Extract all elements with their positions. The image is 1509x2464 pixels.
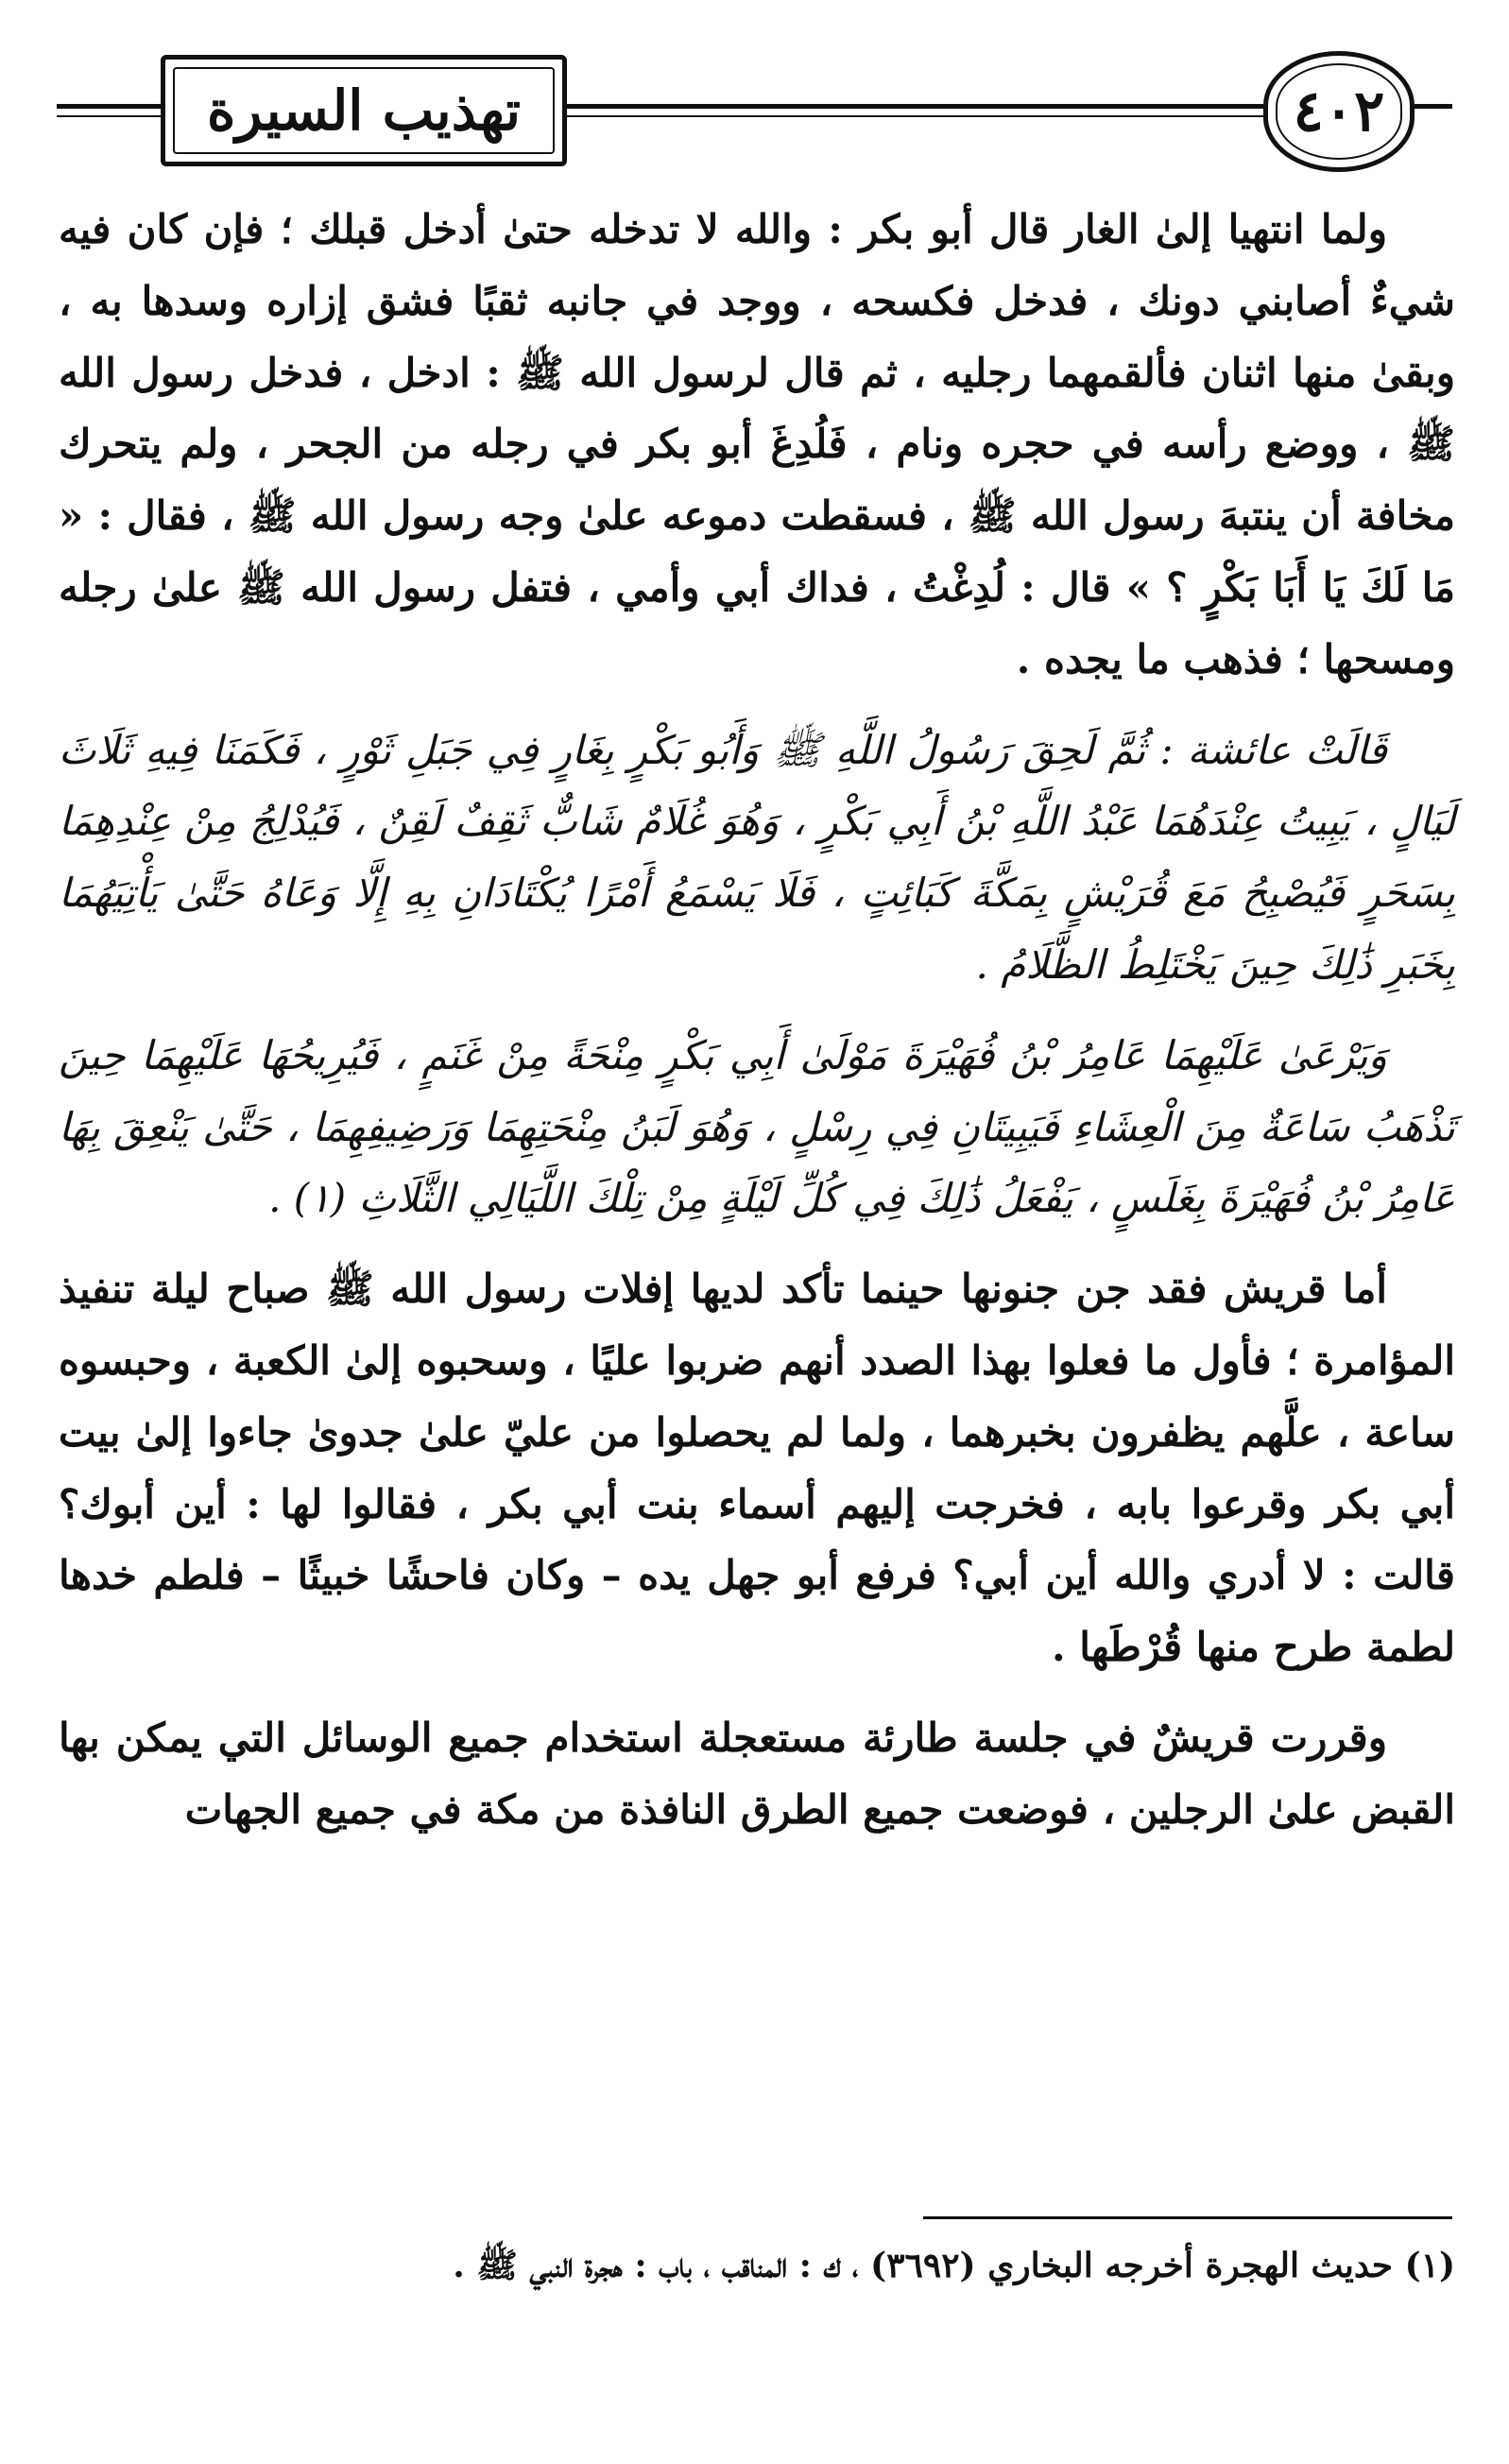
paragraph-5: وقررت قريشٌ في جلسة طارئة مستعجلة استخدام جميع الوسائل التي يمكن بها القبض علىٰ الرجلين ، فوضعت جميع الطرق النافذة من مكة في جميع الجهات bbox=[59, 1714, 1455, 1833]
paragraph-4: أما قريش فقد جن جنونها حينما تأكد لديها إفلات رسول الله ﷺ صباح ليلة تنفيذ المؤامرة ؛ فأول ما فعلوا بهذا الصدد أنهم ضربوا عليًا ، وسحبوه إلىٰ الكعبة ، وحبسوه ساعة ، علَّهم يظفرون بخبرهما ، ولما لم يحصلوا من عليّ علىٰ جدوىٰ جاءوا إلىٰ بيت أبي بكر وقرعوا بابه ، فخرجت إليهم أسماء بنت أبي بكر ، فقالوا لها : أين أبوك؟ قالت : لا أدري والله أين أبي؟ فرفع أبو جهل يده – وكان فاحشًا خبيثًا – فلطم خدها لطمة طرح منها قُرْطَها . bbox=[59, 1266, 1455, 1671]
page-header bbox=[57, 45, 1452, 187]
header-rule-middle-thin bbox=[567, 115, 1263, 117]
page-number: ٤٠٢ bbox=[1293, 78, 1385, 145]
footnote: (١) حديث الهجرة أخرجه البخاري (٣٦٩٢) ، ك : المناقب ، باب : هجرة النبي ﷺ . bbox=[453, 2246, 1455, 2285]
paragraph-1: ولما انتهيا إلىٰ الغار قال أبو بكر : والله لا تدخله حتىٰ أدخل قبلك ؛ فإن كان فيه شيءٌ أصابني دونك ، فدخل فكسحه ، ووجد في جانبه ثقبًا فشق إزاره وسدها به ، وبقىٰ منها اثنان فألقمهما رجليه ، ثم قال لرسول الله ﷺ : ادخل ، فدخل رسول الله ﷺ ، ووضع رأسه في حجره ونام ، فَلُدِغَ أبو بكر في رجله من الجحر ، ولم يتحرك مخافة أن ينتبهَ رسول الله ﷺ ، فسقطت دموعه علىٰ وجه رسول الله ﷺ ، فقال : « مَا لَكَ يَا أَبَا بَكْرٍ ؟ » قال : لُدِغْتُ ، فداك أبي وأمي ، فتفل رسول الله ﷺ علىٰ رجله ومسحها ؛ فذهب ما يجده . bbox=[59, 206, 1455, 682]
footnote-separator bbox=[923, 2216, 1452, 2219]
header-rule-left bbox=[57, 104, 161, 109]
book-title-frame bbox=[161, 55, 567, 166]
page-number-frame bbox=[1263, 51, 1415, 172]
header-rule-middle bbox=[567, 104, 1263, 109]
body-text bbox=[59, 194, 1455, 1846]
paragraph-2: قَالَتْ عائشة : ثُمَّ لَحِقَ رَسُولُ اللَّهِ ﷺ وَأَبُو بَكْرٍ بِغَارٍ فِي جَبَلِ ثَوْرٍ ، فَكَمَنَا فِيهِ ثَلَاثَ لَيَالٍ ، يَبِيتُ عِنْدَهُمَا عَبْدُ اللَّهِ بْنُ أَبِي بَكْرٍ ، وَهُوَ غُلَامٌ شَابٌّ ثَقِفٌ لَقِنٌ ، فَيُدْلِجُ مِنْ عِنْدِهِمَا بِسَحَرٍ فَيُصْبِحُ مَعَ قُرَيْشٍ بِمَكَّةَ كَبَائِتٍ ، فَلَا يَسْمَعُ أَمْرًا يُكْتَادَانِ بِهِ إِلَّا وَعَاهُ حَتَّىٰ يَأْتِيَهُمَا بِخَبَرِ ذَٰلِكَ حِينَ يَخْتَلِطُ الظَّلَامُ . bbox=[59, 726, 1455, 988]
paragraph-3: وَيَرْعَىٰ عَلَيْهِمَا عَامِرُ بْنُ فُهَيْرَةَ مَوْلَىٰ أَبِي بَكْرٍ مِنْحَةً مِنْ غَنَمٍ ، فَيُرِيحُهَا عَلَيْهِمَا حِينَ تَذْهَبُ سَاعَةٌ مِنَ الْعِشَاءِ فَيَبِيتَانِ فِي رِسْلٍ ، وَهُوَ لَبَنُ مِنْحَتِهِمَا وَرَضِيفِهِمَا ، حَتَّىٰ يَنْعِقَ بِهَا عَامِرُ بْنُ فُهَيْرَةَ بِغَلَسٍ ، يَفْعَلُ ذَٰلِكَ فِي كُلِّ لَيْلَةٍ مِنْ تِلْكَ اللَّيَالِي الثَّلَاثِ (١) . bbox=[59, 1031, 1455, 1222]
header-rule-right bbox=[1415, 104, 1452, 109]
book-title: تهذيب السيرة bbox=[206, 78, 522, 143]
header-rule-left-thin bbox=[57, 115, 161, 117]
